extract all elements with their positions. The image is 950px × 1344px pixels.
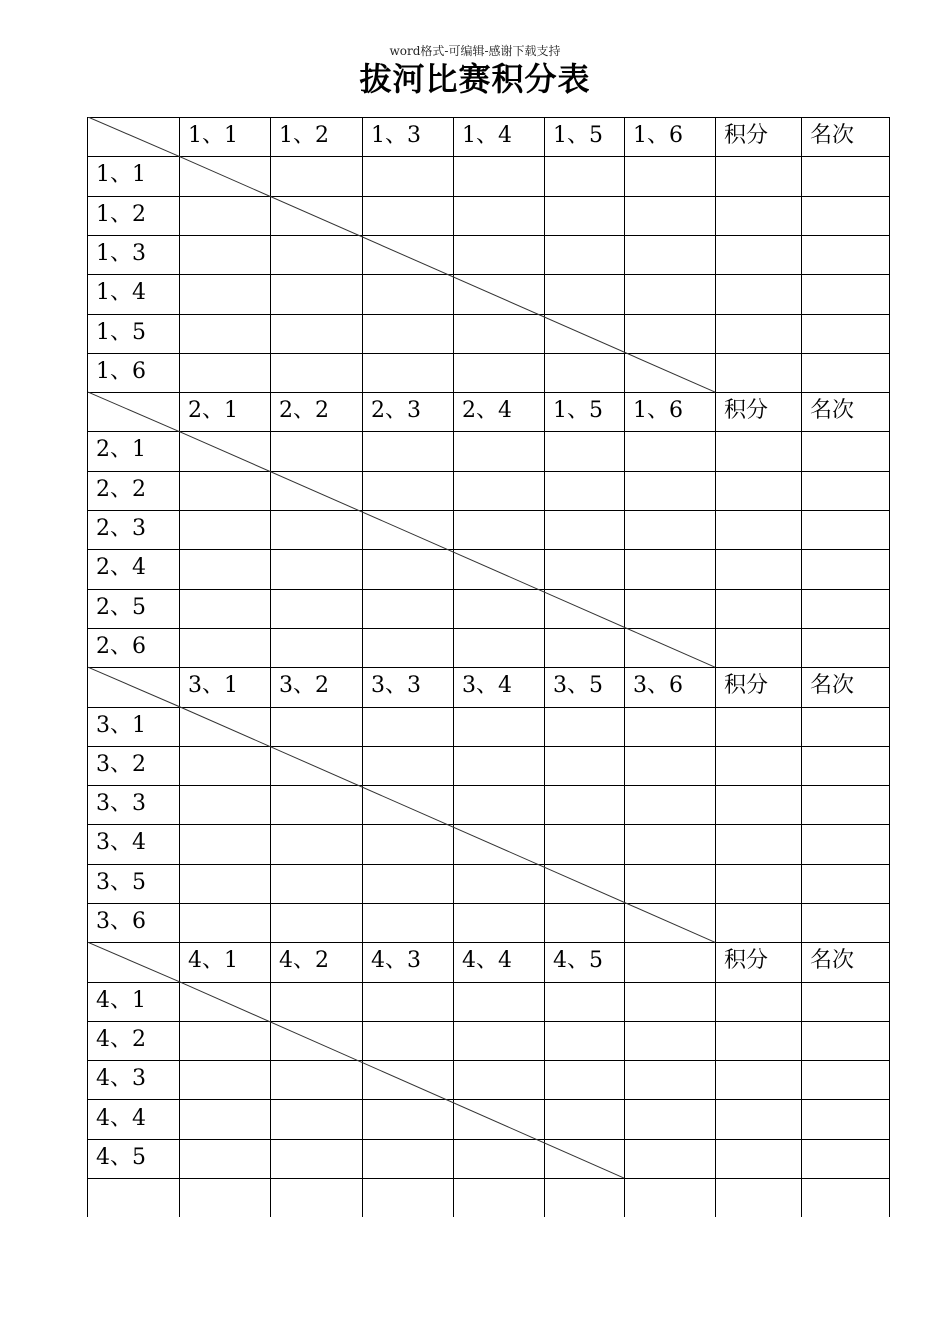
row-label: 3、4	[96, 830, 146, 856]
column-header: 4、5	[553, 948, 603, 974]
score-table	[87, 117, 890, 1217]
row-label: 2、4	[96, 555, 146, 581]
row-label: 2、5	[96, 594, 146, 620]
score-column-header: 积分	[724, 123, 769, 148]
column-header: 1、2	[279, 123, 329, 148]
score-column-header: 积分	[724, 673, 769, 699]
column-header: 2、2	[279, 398, 329, 424]
corner-diagonal	[88, 667, 179, 706]
row-label: 3、5	[96, 869, 146, 895]
column-header: 3、3	[371, 673, 421, 699]
header-watermark: word格式-可编辑-感谢下载支持	[389, 44, 561, 58]
score-column-header: 积分	[724, 948, 769, 974]
row-label: 2、3	[96, 516, 146, 541]
row-label: 1、6	[96, 358, 146, 384]
corner-diagonal	[88, 392, 179, 431]
score-column-header: 积分	[724, 398, 769, 424]
column-header: 3、5	[553, 673, 603, 699]
row-label: 2、1	[96, 437, 146, 463]
column-header: 4、3	[371, 948, 421, 974]
column-header: 1、1	[188, 123, 238, 148]
column-header: 1、5	[553, 123, 603, 148]
column-header: 2、4	[462, 398, 512, 424]
rank-column-header: 名次	[810, 948, 855, 974]
row-label: 1、2	[96, 201, 146, 227]
column-header: 3、6	[633, 673, 683, 699]
rank-column-header: 名次	[810, 123, 855, 148]
column-header: 3、2	[279, 673, 329, 699]
rank-column-header: 名次	[810, 673, 855, 699]
rank-column-header: 名次	[810, 398, 855, 424]
column-header: 1、6	[633, 398, 683, 424]
row-label: 4、5	[96, 1144, 146, 1170]
corner-diagonal	[88, 942, 179, 981]
row-label: 3、1	[96, 712, 146, 738]
page-title: 拔河比赛积分表	[359, 60, 591, 98]
row-label: 3、2	[96, 751, 146, 777]
column-header: 3、4	[462, 673, 512, 699]
corner-diagonal	[88, 117, 179, 156]
column-header: 1、3	[371, 123, 421, 148]
row-label: 4、4	[96, 1105, 146, 1131]
row-label: 1、1	[96, 162, 146, 188]
column-header: 1、4	[462, 123, 512, 148]
column-header: 1、6	[633, 123, 683, 148]
row-label: 1、4	[96, 280, 146, 306]
row-label: 3、3	[96, 791, 146, 817]
row-label: 1、5	[96, 319, 146, 345]
row-label: 4、3	[96, 1066, 146, 1092]
column-header: 4、4	[462, 948, 512, 974]
row-label: 1、3	[96, 240, 146, 266]
column-header: 1、5	[553, 398, 603, 424]
column-header: 2、3	[371, 398, 421, 424]
row-label: 3、6	[96, 909, 146, 934]
row-label: 2、6	[96, 633, 146, 659]
column-header: 4、1	[188, 948, 238, 974]
row-label: 4、1	[96, 987, 146, 1013]
column-header: 4、2	[279, 948, 329, 974]
column-header: 2、1	[188, 398, 238, 424]
row-label: 4、2	[96, 1026, 146, 1052]
column-header: 3、1	[188, 673, 238, 699]
match-grid-diagonal	[179, 982, 624, 1179]
row-label: 2、2	[96, 476, 146, 502]
